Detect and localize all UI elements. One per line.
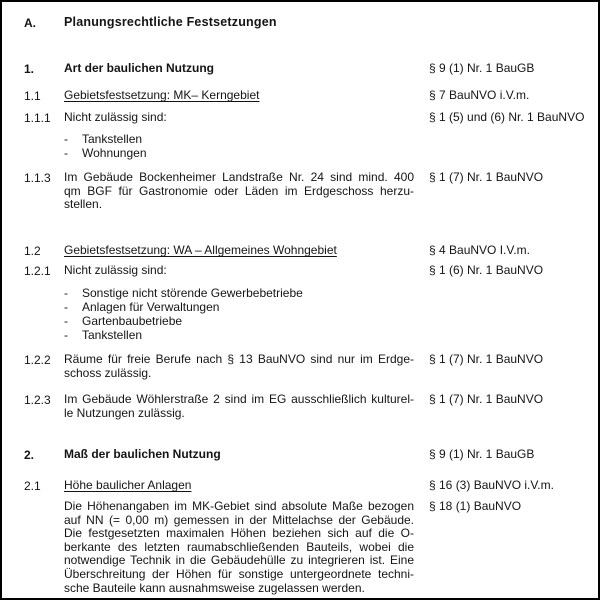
paragraph-line: sche Bauteile kann ausnahmsweise zugelassen werden. (64, 580, 365, 595)
legal-reference: § 4 BauNVO I.V.m. (429, 243, 530, 257)
legal-reference: § 1 (7) Nr. 1 BauNVO (429, 392, 544, 406)
section-number: 1.2.2 (24, 353, 51, 367)
section-number: 2. (24, 448, 35, 462)
section-text (64, 62, 414, 76)
bullet-label: Wohnungen (82, 146, 147, 160)
paragraph-line: Überschreitung der Höhen für sonstige untergeordnete techni- (64, 566, 414, 581)
section-text (64, 353, 414, 380)
section-heading: Nicht zulässig sind: (64, 263, 167, 277)
bullet-label: Sonstige nicht störende Gewerbebetriebe (82, 286, 303, 300)
paragraph-line: le Nutzungen zulässig. (64, 405, 185, 420)
bullet-item (64, 328, 414, 342)
legal-reference: § 1 (7) Nr. 1 BauNVO (429, 170, 544, 184)
section-text (64, 448, 414, 462)
document-title-number: A. (24, 16, 36, 30)
section-number: 1. (24, 62, 35, 76)
legal-reference: § 9 (1) Nr. 1 BauGB (429, 61, 535, 75)
paragraph-line: Die Höhenangaben im MK-Gebiet sind absolute Maße bezogen (64, 499, 414, 513)
bullet-label: Gartenbaubetriebe (82, 314, 183, 328)
bullet-label: Tankstellen (82, 132, 143, 146)
section-heading: Nicht zulässig sind: (64, 110, 167, 124)
section-text (64, 479, 414, 493)
bullet-dash: - (64, 146, 68, 160)
legal-reference: § 1 (6) Nr. 1 BauNVO (429, 263, 544, 277)
bullet-dash: - (64, 300, 68, 314)
bullet-label: Anlagen für Verwaltungen (82, 300, 220, 314)
paragraph-line: schoss zulässig. (64, 365, 152, 380)
section-heading: Gebietsfestsetzung: WA – Allgemeines Wohngebiet (64, 243, 337, 257)
section-text (64, 244, 414, 258)
paragraph-line: berkante des letzten raumabschließenden Bauteils, wobei die (64, 539, 414, 554)
section-number: 2.1 (24, 479, 41, 493)
section-text (64, 132, 414, 160)
section-text (64, 111, 414, 125)
document-title: Planungsrechtliche Festsetzungen (64, 15, 277, 29)
paragraph-line: stellen. (64, 197, 103, 212)
section-heading: Höhe baulicher Anlagen (64, 478, 192, 492)
section-text (64, 286, 414, 342)
section-text (64, 500, 414, 595)
section-number: 1.1.1 (24, 111, 51, 125)
legal-reference: § 1 (5) und (6) Nr. 1 BauNVO (429, 110, 585, 124)
bullet-label: Tankstellen (82, 328, 143, 342)
paragraph-line: Räume für freie Berufe nach § 13 BauNVO sind nur im Erdge- (64, 352, 414, 366)
section-text (64, 264, 414, 278)
section-heading: Maß der baulichen Nutzung (64, 447, 221, 461)
section-heading: Gebietsfestsetzung: MK– Kerngebiet (64, 88, 260, 102)
legal-reference: § 9 (1) Nr. 1 BauGB (429, 447, 535, 461)
bullet-dash: - (64, 314, 68, 328)
section-number: 1.2.3 (24, 393, 51, 407)
section-text (64, 171, 414, 212)
bullet-item (64, 300, 414, 314)
section-number: 1.1.3 (24, 171, 51, 185)
legal-reference: § 7 BauNVO i.V.m. (429, 88, 530, 102)
legal-reference: § 18 (1) BauNVO (429, 499, 522, 513)
section-number: 1.1 (24, 89, 41, 103)
section-text (64, 393, 414, 420)
bullet-dash: - (64, 132, 68, 146)
section-number: 1.2.1 (24, 264, 51, 278)
section-number: 1.2 (24, 244, 41, 258)
bullet-item (64, 314, 414, 328)
paragraph-line: Im Gebäude Wöhlerstraße 2 sind im EG ausschließlich kulturel- (64, 392, 414, 406)
bullet-dash: - (64, 286, 68, 300)
bullet-dash: - (64, 328, 68, 342)
paragraph-line: Im Gebäude Bockenheimer Landstraße Nr. 24 sind mind. 400 (64, 170, 414, 184)
bullet-item (64, 132, 414, 146)
section-heading: Art der baulichen Nutzung (64, 61, 214, 75)
legal-reference: § 1 (7) Nr. 1 BauNVO (429, 352, 544, 366)
bullet-item (64, 146, 414, 160)
paragraph-line: Die festgesetzten maximalen Höhen beziehen sich auf die O- (64, 526, 414, 541)
legal-reference: § 16 (3) BauNVO i.V.m. (429, 478, 554, 492)
paragraph-line: auf NN (= 0,00 m) gemessen in der Mittelachse der Gebäude. (64, 512, 414, 527)
bullet-item (64, 286, 414, 300)
paragraph-line: notwendige Technik in die Gebäudehülle zu integrieren ist. Eine (64, 553, 414, 568)
section-text (64, 89, 414, 103)
paragraph-line: qm BGF für Gastronomie oder Läden im Erdgeschoss herzu- (64, 183, 414, 198)
